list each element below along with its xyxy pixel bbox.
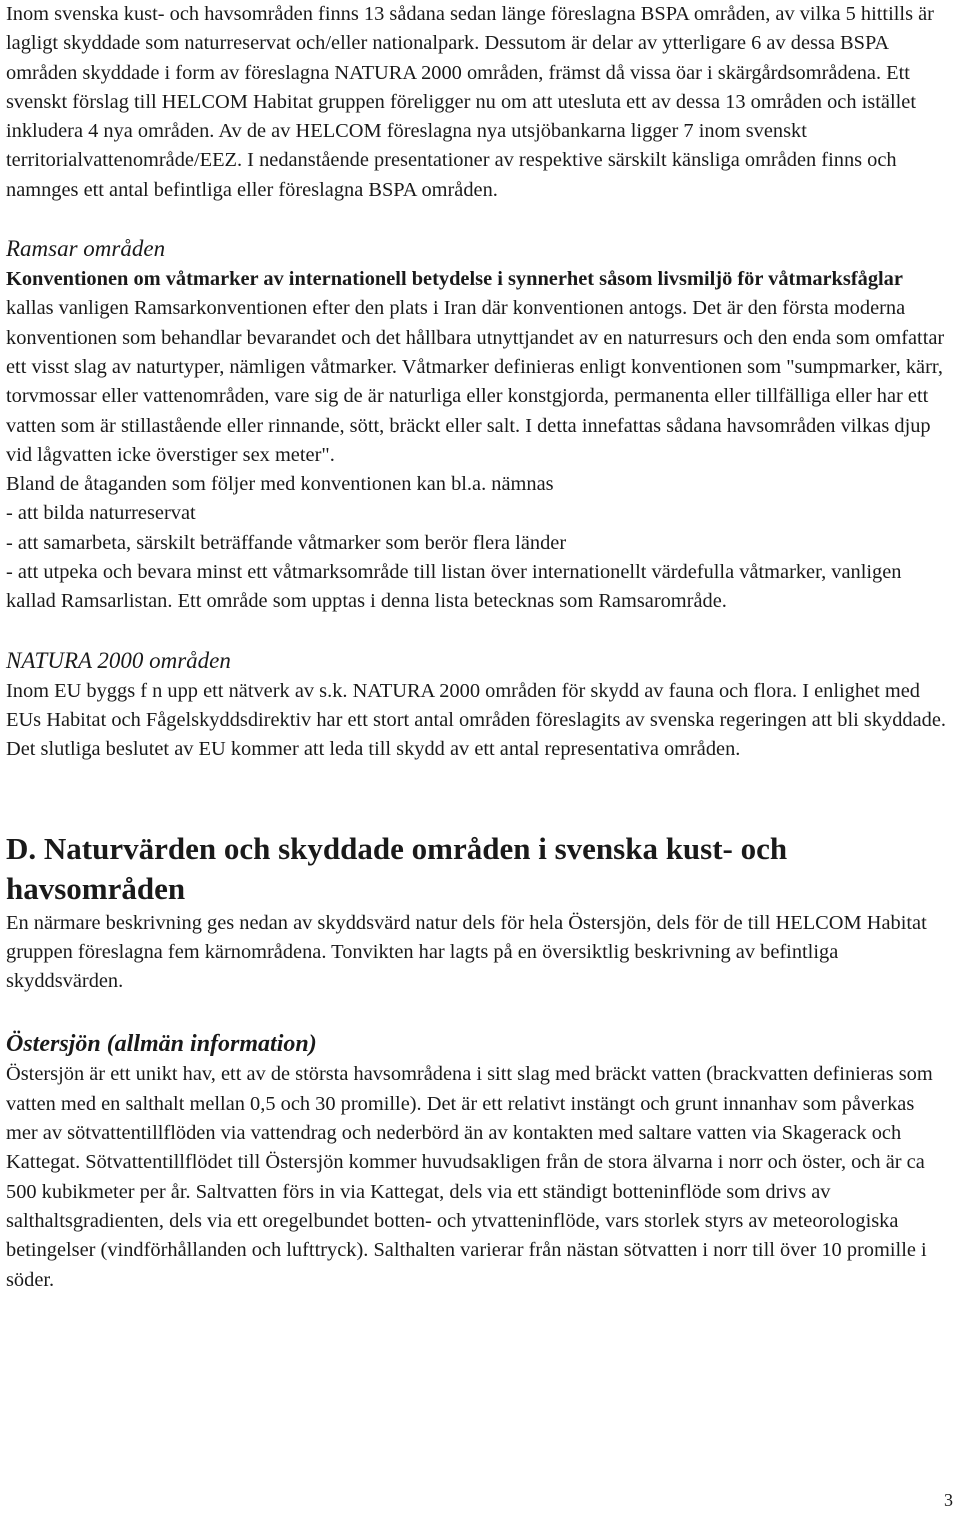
document-page <box>6 0 950 1295</box>
intro-paragraph: Inom svenska kust- och havsområden finns 13 sådana sedan länge föreslagna BSPA områden, av vilka 5 hittills är lagligt skyddade som naturreservat och/eller nationalpark. Dessutom är delar av ytterligare 6 av dessa BSPA områden skyddade i form av föreslagna NATURA 2000 områden, främst då vissa öar i skärgårdsområdena. Ett svenskt förslag till HELCOM Habitat gruppen föreligger nu om att utesluta ett av dessa 13 områden och istället inkludera 4 nya områden. Av de av HELCOM föreslagna nya utsjöbankarna ligger 7 inom svenskt territorialvattenområde/EEZ. I nedanstående presentationer av respektive särskilt känsliga områden finns och namnges ett antal befintliga eller föreslagna BSPA områden. <box>6 3 934 201</box>
ramsar-list-item-3: - att utpeka och bevara minst ett våtmarksområde till listan över internationellt värdefulla våtmarker, vanligen kallad Ramsarlistan. Ett område som upptas i denna lista betecknas som Ramsarområde. <box>6 561 902 613</box>
ramsar-list-intro: Bland de åtaganden som följer med konventionen kan bl.a. nämnas <box>6 473 554 496</box>
ostersjon-paragraph: Östersjön är ett unikt hav, ett av de största havsområdena i sitt slag med bräckt vatten (brackvatten definieras som vatten med en salthalt mellan 0,5 och 30 promille). Det är ett relativt instängt och grunt innanhav som påverkas mer av sötvattentillflöden via vattendrag och nederbörd än av kontakten med saltare vatten via Skagerack och Kattegat. Sötvattentillflödet till Östersjön kommer huvudsakligen från de stora älvarna i norr och öster, och är ca 500 kubikmeter per år. Saltvatten förs in via Kattegat, dels via ett ständigt botteninflöde som drivs av salthaltsgradienten, dels via ett oregelbundet botten- och ytvatteninflöde, vars storlek styrs av meteorologiska betingelser (vindförhållanden och lufttryck). Salthalten varierar från nästan sötvatten i norr till över 10 promille i söder. <box>6 1063 933 1291</box>
ramsar-list-item-1: - att bilda naturreservat <box>6 502 196 525</box>
ramsar-text: kallas vanligen Ramsarkonventionen efter den plats i Iran där konventionen antogs. Det är den första moderna konventionen som behandlar bevarandet och det hållbara utnyttjandet av en naturresurs och den enda som omfattar ett visst slag av naturtyper, nämligen våtmarker. Våtmarker definieras enligt konventionen som "sumpmarker, kärr, torvmossar eller vattenområden, vare sig de är naturliga eller konstgjorda, permanenta eller tillfälliga eller har ett vatten som är stillastående eller rinnande, sött, bräckt eller salt. I detta innefattas sådana havsområden vilkas djup vid lågvatten icke överstiger sex meter". <box>6 297 945 466</box>
ramsar-heading: Ramsar områden <box>6 236 166 262</box>
section-d-heading: D. Naturvärden och skyddade områden i svenska kust- och havsområden <box>6 830 788 906</box>
natura-heading: NATURA 2000 områden <box>6 647 231 673</box>
ramsar-bold-lead: Konventionen om våtmarker av internationell betydelse i synnerhet såsom livsmiljö för våtmarksfåglar <box>6 268 903 291</box>
section-d-paragraph: En närmare beskrivning ges nedan av skyddsvärd natur dels för hela Östersjön, dels för de till HELCOM Habitat gruppen föreslagna fem kärnområdena. Tonvikten har lagts på en översiktlig beskrivning av befintliga skyddsvärden. <box>6 911 927 993</box>
ramsar-paragraph <box>6 265 950 470</box>
ostersjon-heading: Östersjön (allmän information) <box>6 1031 317 1058</box>
page-number: 3 <box>944 1490 953 1510</box>
natura-paragraph: Inom EU byggs f n upp ett nätverk av s.k. NATURA 2000 områden för skydd av fauna och flora. I enlighet med EUs Habitat och Fågelskyddsdirektiv har ett stort antal områden föreslagits av svenska regeringen att bli skyddade. Det slutliga beslutet av EU kommer att leda till skydd av ett antal representativa områden. <box>6 679 946 761</box>
ramsar-list-item-2: - att samarbeta, särskilt beträffande våtmarker som berör flera länder <box>6 531 567 554</box>
